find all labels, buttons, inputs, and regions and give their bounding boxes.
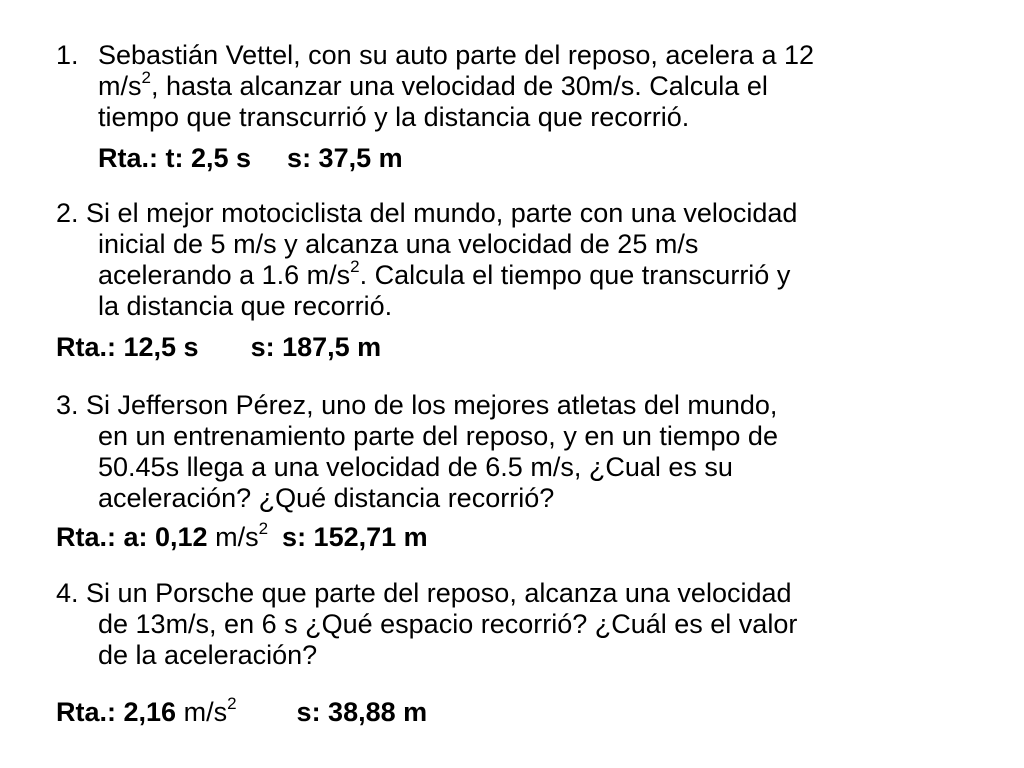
answer-1-distance: s: 37,5 m [287,143,403,173]
answer-1-label: Rta.: t: 2,5 s [98,143,252,173]
answer-2-distance: s: 187,5 m [250,332,382,362]
problem-1-line-1: 1. Sebastián Vettel, con su auto parte del reposo, acelera a 12 [56,40,814,70]
problem-3-number: 3. [56,390,79,420]
problem-1 [56,40,976,133]
answer-4 [56,694,976,728]
answer-4-label: Rta.: 2,16 [56,697,177,727]
problem-2 [56,198,976,322]
problem-3-line-4: aceleración? ¿Qué distancia recorrió? [98,483,555,513]
answer-4-unit: $m/s^2$ [183,694,237,727]
problem-1-line-3: tiempo que transcurrió y la distancia que recorrió. [98,102,690,132]
problem-4-line-1: 4. Si un Porsche que parte del reposo, alcanza una velocidad [56,578,792,608]
answer-3-label: Rta.: a: 0,12 [56,522,208,552]
problem-4-line-3: de la aceleración? [98,640,318,670]
problem-1-line-2: $m/s^2$, hasta alcanzar una velocidad de 30m/s. Calcula el [98,68,768,101]
problem-4 [56,578,976,671]
problem-2-line-4: la distancia que recorrió. [98,291,393,321]
answer-1 [98,143,1018,174]
problem-2-line-2: inicial de 5 m/s y alcanza una velocidad de 25 m/s [98,229,699,259]
answer-4-distance: s: 38,88 m [296,697,428,727]
answer-2-label: Rta.: 12,5 s [56,332,199,362]
problem-1-number: 1. [56,40,79,70]
answer-3-unit: $m/s^2$ [215,519,269,552]
problem-3-line-2: en un entrenamiento parte del reposo, y en un tiempo de [98,421,778,451]
problem-3 [56,390,976,514]
problem-3-line-3: 50.45s llega a una velocidad de 6.5 m/s, ¿Cual es su [98,452,733,482]
answer-3 [56,519,976,553]
problem-2-line-3: acelerando a 1.6 $m/s^2$. Calcula el tiempo que transcurrió y [98,257,791,290]
problem-3-line-1: 3. Si Jefferson Pérez, uno de los mejores atletas del mundo, [56,390,778,420]
problem-2-number: 2. [56,198,79,228]
problem-4-line-2: de 13m/s, en 6 s ¿Qué espacio recorrió? ¿Cuál es el valor [98,609,798,639]
problem-4-number: 4. [56,578,79,608]
problem-2-line-1: 2. Si el mejor motociclista del mundo, parte con una velocidad [56,198,798,228]
answer-2 [56,332,976,363]
answer-3-distance: s: 152,71 m [282,522,428,552]
